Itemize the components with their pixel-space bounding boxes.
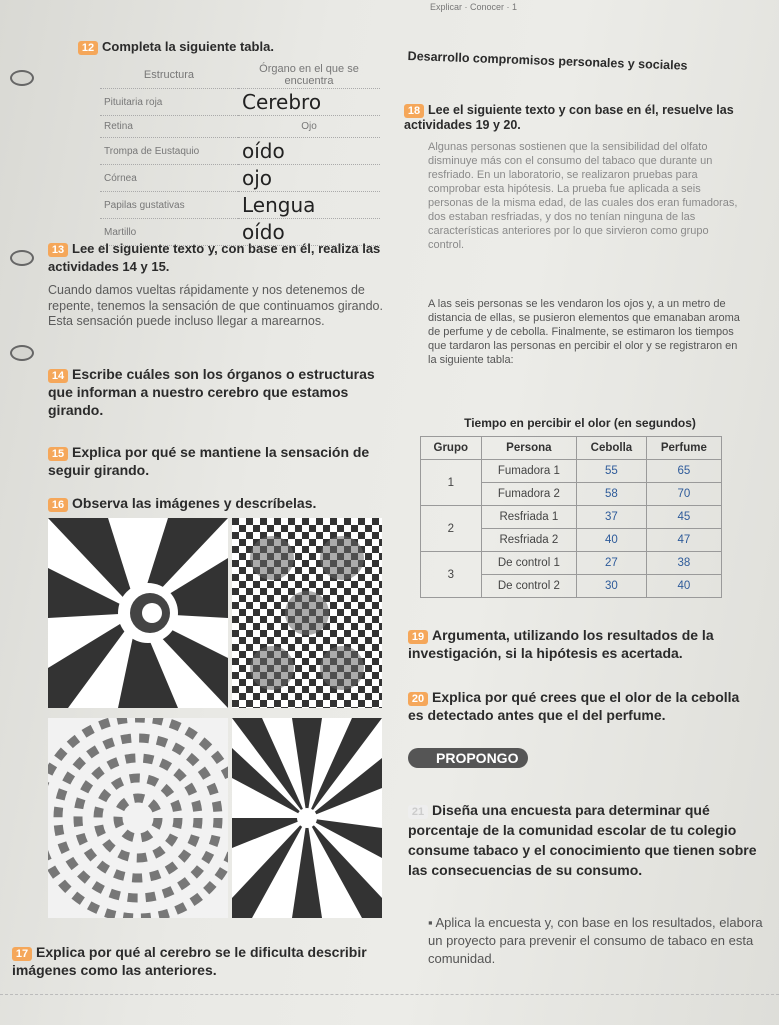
illusion-image-checker bbox=[232, 518, 382, 708]
organ-answer[interactable]: Ojo bbox=[238, 116, 380, 138]
binder-ring bbox=[10, 345, 34, 361]
col-structure: Estructura bbox=[100, 62, 238, 89]
structure-table bbox=[100, 62, 380, 246]
table-row: Resfriada 2 40 47 bbox=[421, 529, 722, 552]
q12-title: 12 Completa la siguiente tabla. bbox=[78, 38, 274, 56]
q17-question: 17 Explica por qué al cerebro se le dificulta describir imágenes como las anteriores. bbox=[12, 944, 367, 978]
binder-ring bbox=[10, 250, 34, 266]
organ-answer[interactable]: Cerebro bbox=[238, 89, 380, 116]
col-organ: Órgano en el que se encuentra bbox=[238, 62, 380, 89]
q14-question: 14 Escribe cuáles son los órganos o estructuras que informan a nuestro cerebro que estamos girando. bbox=[48, 366, 375, 418]
header-cebolla: Cebolla bbox=[577, 437, 647, 460]
q13-title: 13 Lee el siguiente texto y, con base en él, realiza las actividades 14 y 15. bbox=[48, 241, 381, 274]
table-row: 2 Resfriada 1 37 45 bbox=[421, 506, 722, 529]
table-caption: Tiempo en percibir el olor (en segundos) bbox=[464, 416, 696, 430]
structure-cell: Trompa de Eustaquio bbox=[100, 138, 238, 165]
q20-question: 20 Explica por qué crees que el olor de la cebolla es detectado antes que el del perfume. bbox=[408, 689, 740, 723]
organ-answer[interactable]: ojo bbox=[238, 165, 380, 192]
section-title: Desarrollo compromisos personales y sociales bbox=[407, 48, 688, 73]
header-perfume: Perfume bbox=[646, 437, 721, 460]
illusion-image-circles bbox=[48, 718, 228, 918]
results-table bbox=[420, 436, 722, 598]
q19-question: 19 Argumenta, utilizando los resultados de la investigación, si la hipótesis es acertada. bbox=[408, 627, 714, 661]
structure-cell: Pituitaria roja bbox=[100, 89, 238, 116]
q16-question: 16 Observa las imágenes y descríbelas. bbox=[48, 494, 388, 512]
header-persona: Persona bbox=[481, 437, 577, 460]
q21-question: 21 Diseña una encuesta para determinar qué porcentaje de la comunidad escolar de tu colegio consume tabaco y el conocimiento que tienen sobre las consecuencias de su consumo. bbox=[408, 802, 757, 878]
organ-answer[interactable]: oído bbox=[238, 138, 380, 165]
q21-bullet: ▪ Aplica la encuesta y, con base en los resultados, elabora un proyecto para prevenir el consumo de tabaco en esta comunidad. bbox=[428, 915, 763, 966]
q13-text: Cuando damos vueltas rápidamente y nos detenemos de repente, tenemos la sensación de que continuamos girando. Esta sensación puede incluso llegar a marearnos. bbox=[48, 283, 383, 328]
binder-ring bbox=[10, 70, 34, 86]
page-header-strip bbox=[420, 0, 779, 30]
structure-cell: Papilas gustativas bbox=[100, 192, 238, 219]
page-bottom-rule bbox=[0, 994, 779, 995]
illusion-image-spiral bbox=[232, 718, 382, 918]
q18-text-1: Algunas personas sostienen que la sensibilidad del olfato disminuye más con el consumo del tabaco que durante un resfriado. En un laboratorio, se realizaron pruebas para comprobar esta hipótesis. La prueba fue aplicada a seis personas de la misma edad, de las cuales dos eran fumadoras, dos estaban resfriadas, y dos no tenían ninguna de las características anteriores por lo que sirvieron como grupo control. bbox=[428, 141, 738, 251]
header-grupo: Grupo bbox=[421, 437, 482, 460]
q12-number: 12 bbox=[78, 41, 98, 55]
structure-cell: Retina bbox=[100, 116, 238, 138]
table-row: 3 De control 1 27 38 bbox=[421, 552, 722, 575]
header-text: Explicar · Conocer · 1 bbox=[430, 2, 518, 12]
organ-answer[interactable]: oído bbox=[238, 219, 380, 246]
organ-answer[interactable]: Lengua bbox=[238, 192, 380, 219]
q15-question: 15 Explica por qué se mantiene la sensación de seguir girando. bbox=[48, 444, 370, 478]
q18-text-2: A las seis personas se les vendaron los ojos y, a un metro de distancia de ellas, se pusieron elementos que emanaban aroma de perfume y de cebolla. Finalmente, se estimaron los tiempos que tardaron las personas en percibir el olor y se registraron en la siguiente tabla: bbox=[428, 298, 740, 366]
table-row: De control 2 30 40 bbox=[421, 575, 722, 598]
structure-cell: Martillo bbox=[100, 219, 238, 246]
table-row: Fumadora 2 58 70 bbox=[421, 483, 722, 506]
q18-title: 18 Lee el siguiente texto y con base en él, resuelve las actividades 19 y 20. bbox=[404, 103, 734, 132]
illusion-image-tunnel bbox=[48, 518, 228, 708]
propongo-badge: PROPONGO bbox=[408, 748, 528, 768]
table-row: 1 Fumadora 1 55 65 bbox=[421, 460, 722, 483]
structure-cell: Córnea bbox=[100, 165, 238, 192]
